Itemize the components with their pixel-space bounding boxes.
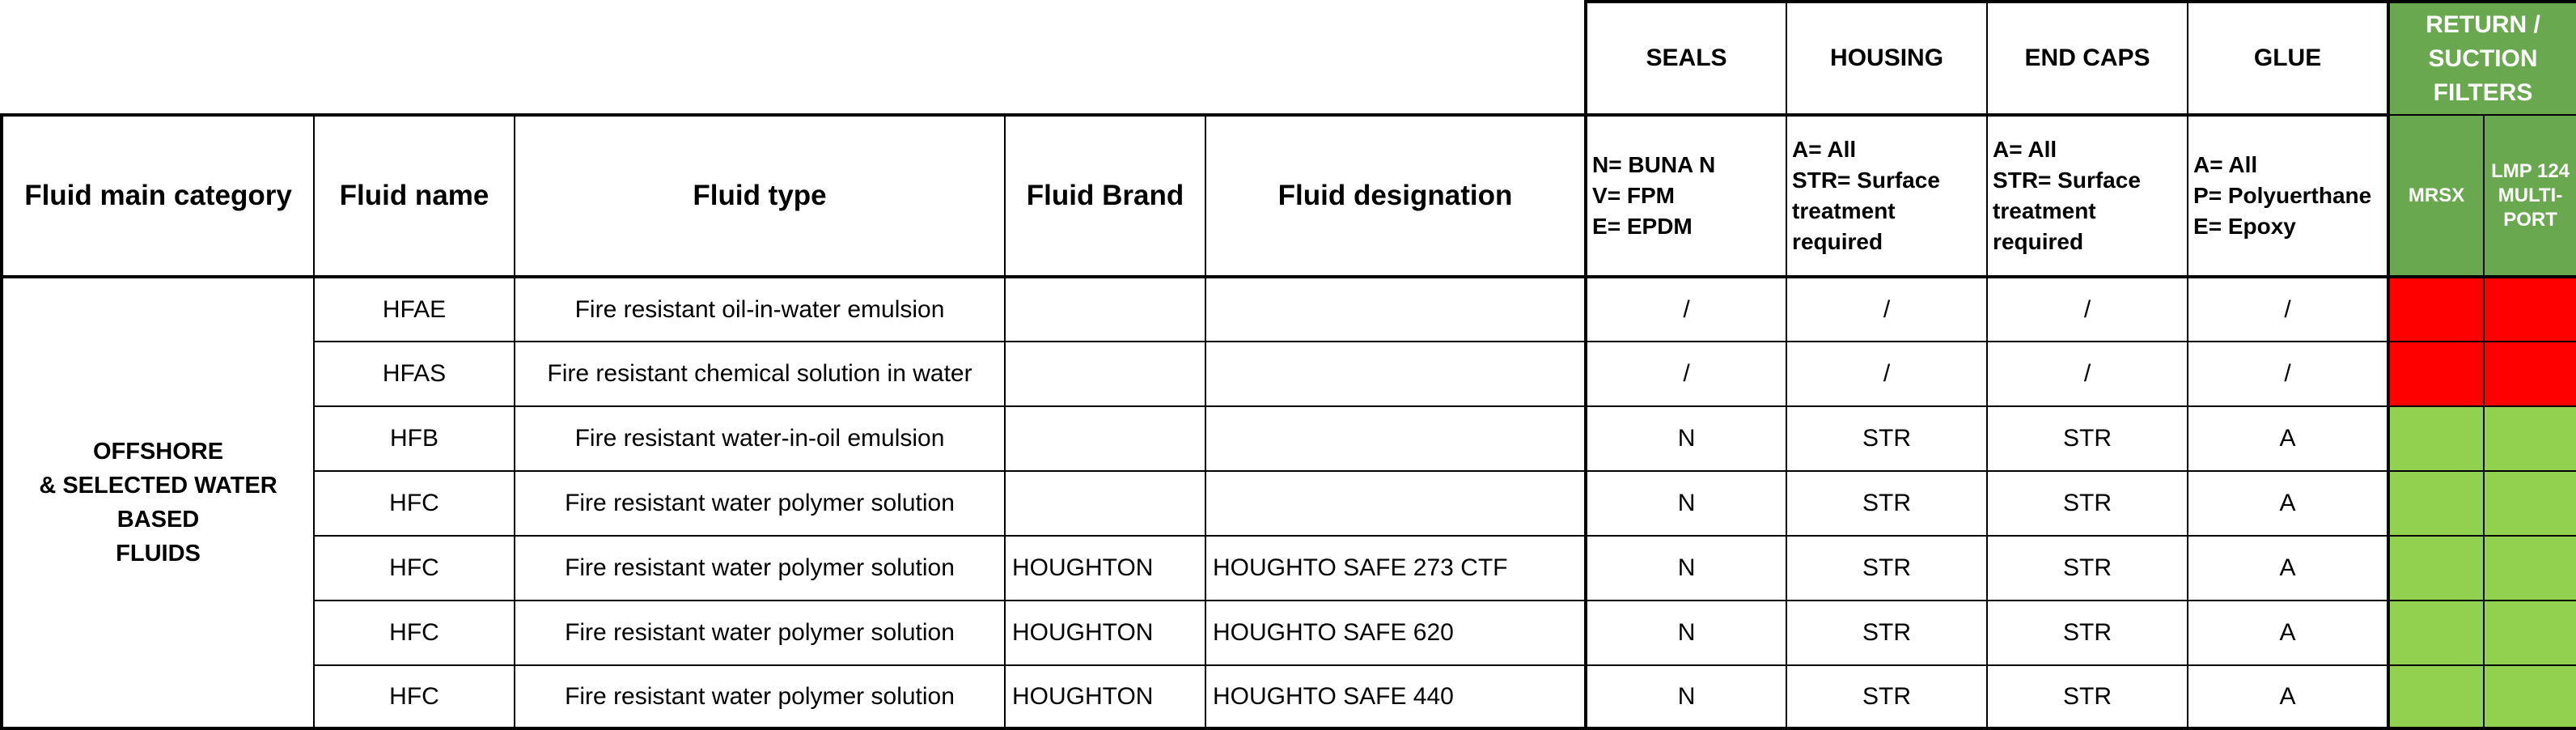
lmp124-status-red [2484, 342, 2576, 406]
table-row [2, 406, 2576, 471]
housing-cell: STR [1786, 536, 1987, 601]
fluid-brand-cell [1005, 342, 1205, 406]
mrsx-status-green [2388, 665, 2484, 728]
housing-legend: A= All STR= Surface treatment required [1786, 115, 1987, 277]
housing-header: HOUSING [1786, 2, 1987, 115]
seals-legend: N= BUNA N V= FPM E= EPDM [1586, 115, 1786, 277]
fluid-type-cell: Fire resistant water polymer solution [515, 601, 1005, 665]
glue-cell: A [2188, 601, 2388, 665]
fluid-designation-cell: HOUGHTO SAFE 440 [1205, 665, 1586, 728]
housing-cell: / [1786, 277, 1987, 342]
end-caps-legend: A= All STR= Surface treatment required [1987, 115, 2188, 277]
fluid-designation-cell: HOUGHTO SAFE 620 [1205, 601, 1586, 665]
fluid-name-cell: HFAS [314, 342, 515, 406]
housing-cell: STR [1786, 665, 1987, 728]
end-caps-cell: STR [1987, 536, 2188, 601]
fluid-name-cell: HFB [314, 406, 515, 471]
fluid-type-cell: Fire resistant water polymer solution [515, 665, 1005, 728]
col-name-header: Fluid name [314, 115, 515, 277]
fluid-type-cell: Fire resistant oil-in-water emulsion [515, 277, 1005, 342]
mrsx-status-green [2388, 601, 2484, 665]
seals-cell: / [1586, 342, 1786, 406]
mrsx-status-red [2388, 342, 2484, 406]
col-category-header: Fluid main category [2, 115, 314, 277]
fluid-name-cell: HFC [314, 536, 515, 601]
seals-header: SEALS [1586, 2, 1786, 115]
column-header-row [2, 115, 2576, 277]
top-left-blank [2, 2, 1586, 115]
glue-cell: A [2188, 471, 2388, 536]
end-caps-cell: STR [1987, 665, 2188, 728]
category-cell: OFFSHORE & SELECTED WATER BASED FLUIDS [2, 277, 314, 728]
seals-cell: N [1586, 471, 1786, 536]
lmp124-status-red [2484, 277, 2576, 342]
lmp124-status-green [2484, 601, 2576, 665]
fluid-type-cell: Fire resistant water polymer solution [515, 536, 1005, 601]
fluid-designation-cell [1205, 406, 1586, 471]
end-caps-cell: STR [1987, 471, 2188, 536]
col-designation-header: Fluid designation [1205, 115, 1586, 277]
end-caps-header: END CAPS [1987, 2, 2188, 115]
fluid-type-cell: Fire resistant chemical solution in water [515, 342, 1005, 406]
end-caps-cell: STR [1987, 601, 2188, 665]
fluid-name-cell: HFC [314, 601, 515, 665]
fluid-designation-cell [1205, 342, 1586, 406]
fluid-designation-cell: HOUGHTO SAFE 273 CTF [1205, 536, 1586, 601]
fluid-name-cell: HFC [314, 665, 515, 728]
col-type-header: Fluid type [515, 115, 1005, 277]
table-row [2, 665, 2576, 728]
fluid-name-cell: HFAE [314, 277, 515, 342]
glue-cell: A [2188, 665, 2388, 728]
fluid-brand-cell: HOUGHTON [1005, 536, 1205, 601]
housing-cell: / [1786, 342, 1987, 406]
mrsx-status-green [2388, 536, 2484, 601]
lmp124-status-green [2484, 665, 2576, 728]
col-brand-header: Fluid Brand [1005, 115, 1205, 277]
top-header-row [2, 2, 2576, 115]
filter-mrsx-header: MRSX [2388, 115, 2484, 277]
glue-cell: A [2188, 406, 2388, 471]
table-row [2, 277, 2576, 342]
end-caps-cell: / [1987, 342, 2188, 406]
table-row [2, 342, 2576, 406]
fluid-brand-cell: HOUGHTON [1005, 601, 1205, 665]
housing-cell: STR [1786, 601, 1987, 665]
housing-cell: STR [1786, 406, 1987, 471]
table-row [2, 471, 2576, 536]
filter-lmp124-header: LMP 124 MULTI- PORT [2484, 115, 2576, 277]
glue-legend: A= All P= Polyuerthane E= Epoxy [2188, 115, 2388, 277]
fluid-brand-cell [1005, 406, 1205, 471]
end-caps-cell: STR [1987, 406, 2188, 471]
filters-group-header: RETURN / SUCTION FILTERS [2388, 2, 2576, 115]
fluid-type-cell: Fire resistant water polymer solution [515, 471, 1005, 536]
fluid-brand-cell [1005, 471, 1205, 536]
glue-header: GLUE [2188, 2, 2388, 115]
fluid-name-cell: HFC [314, 471, 515, 536]
seals-cell: / [1586, 277, 1786, 342]
glue-cell: / [2188, 277, 2388, 342]
end-caps-cell: / [1987, 277, 2188, 342]
mrsx-status-red [2388, 277, 2484, 342]
seals-cell: N [1586, 536, 1786, 601]
glue-cell: A [2188, 536, 2388, 601]
seals-cell: N [1586, 406, 1786, 471]
seals-cell: N [1586, 601, 1786, 665]
fluid-brand-cell [1005, 277, 1205, 342]
table-row [2, 536, 2576, 601]
mrsx-status-green [2388, 471, 2484, 536]
fluid-brand-cell: HOUGHTON [1005, 665, 1205, 728]
lmp124-status-green [2484, 406, 2576, 471]
fluid-designation-cell [1205, 277, 1586, 342]
mrsx-status-green [2388, 406, 2484, 471]
fluid-designation-cell [1205, 471, 1586, 536]
seals-cell: N [1586, 665, 1786, 728]
lmp124-status-green [2484, 471, 2576, 536]
fluid-type-cell: Fire resistant water-in-oil emulsion [515, 406, 1005, 471]
glue-cell: / [2188, 342, 2388, 406]
lmp124-status-green [2484, 536, 2576, 601]
table-row [2, 601, 2576, 665]
housing-cell: STR [1786, 471, 1987, 536]
